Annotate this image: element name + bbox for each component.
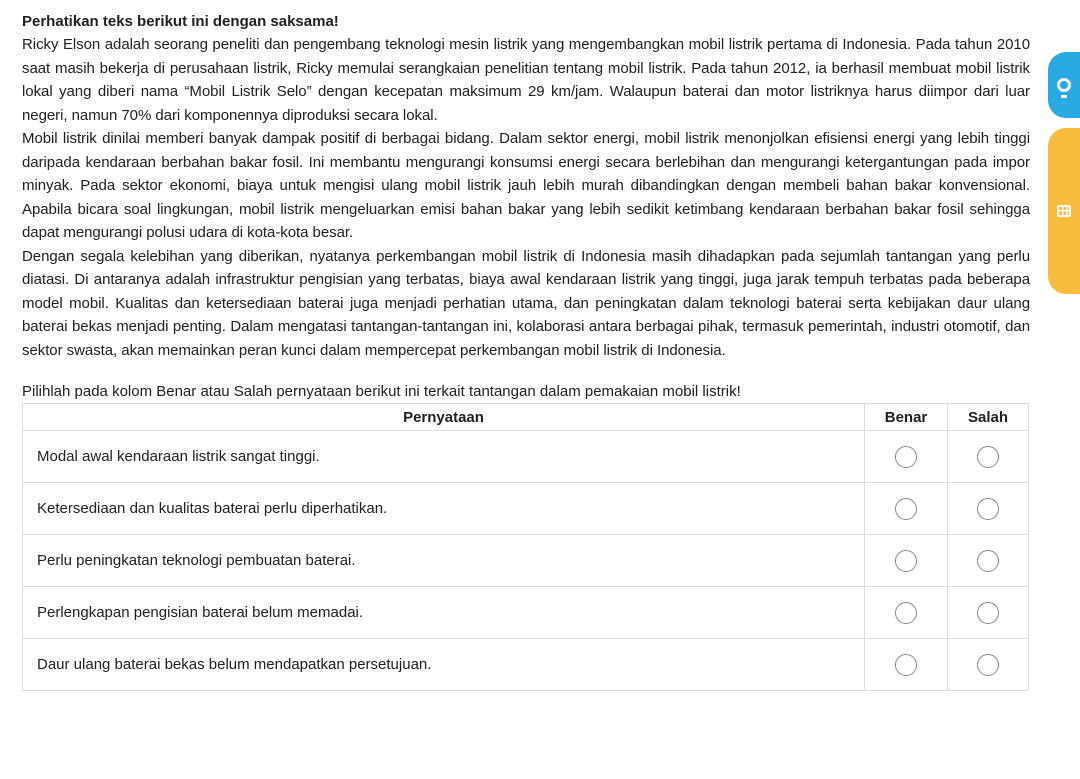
paragraph-1: Ricky Elson adalah seorang peneliti dan pengembang teknologi mesin listrik yang mengembangkan mobil listrik pertama di Indonesia. Pada tahun 2010 saat masih bekerja di perusahaan listrik, Ricky memulai serangkaian penelitian tentang mobil listrik. Pada tahun 2012, ia berhasil membuat mobil listrik lokal yang diberi nama “Mobil Listrik Selo” dengan kecepatan maksimum 29 km/jam. Walaupun baterai dan motor listriknya harus diimpor dari luar negeri, namun 70% dari komponennya diproduksi secara lokal.: [22, 36, 1030, 124]
false-cell: [948, 587, 1029, 639]
table-row: [23, 431, 1029, 483]
webcam-side-tab[interactable]: [1048, 52, 1080, 118]
false-cell: [948, 431, 1029, 483]
grid-icon: [1057, 205, 1071, 217]
radio-false-3[interactable]: [977, 550, 999, 572]
radio-true-2[interactable]: [895, 498, 917, 520]
true-false-table: [22, 403, 1029, 691]
true-cell: [865, 535, 948, 587]
table-row: [23, 639, 1029, 691]
question-heading: Perhatikan teks berikut ini dengan saksama!: [22, 13, 339, 30]
question-content: [22, 10, 1030, 691]
radio-true-5[interactable]: [895, 654, 917, 676]
paragraph-2: Mobil listrik dinilai memberi banyak dampak positif di berbagai bidang. Dalam sektor energi, mobil listrik menonjolkan efisiensi energi yang lebih tinggi daripada kendaraan berbahan bakar fosil. Ini membantu mengurangi konsumsi energi secara berlebihan dan mengurangi ketergantungan pada impor minyak. Pada sektor ekonomi, biaya untuk mengisi ulang mobil listrik jauh lebih murah dibandingkan dengan membeli bahan bakar konvensional. Apabila bicara soal lingkungan, mobil listrik mengeluarkan emisi bahan bakar yang lebih sedikit ketimbang kendaraan berbahan bakar fosil sehingga dapat mengurangi polusi udara di kota-kota besar.: [22, 130, 1030, 241]
webcam-icon: [1057, 78, 1071, 92]
statement-4: Perlengkapan pengisian baterai belum memadai.: [23, 587, 865, 639]
false-cell: [948, 483, 1029, 535]
paragraph-3: Dengan segala kelebihan yang diberikan, nyatanya perkembangan mobil listrik di Indonesia masih dihadapkan pada sejumlah tantangan yang perlu diatasi. Di antaranya adalah infrastruktur pengisian yang terbatas, biaya awal kendaraan listrik yang tinggi, juga jarak tempuh terbatas pada beberapa model mobil. Kualitas dan ketersediaan baterai juga menjadi perhatian utama, dan peningkatan dalam teknologi baterai serta kebijakan daur ulang baterai bekas menjadi penting. Dalam mengatasi tantangan-tantangan ini, kolaborasi antara berbagai pihak, termasuk pemerintah, industri otomotif, dan sektor swasta, akan memainkan peran kunci dalam mempercepat perkembangan mobil listrik di Indonesia.: [22, 247, 1030, 359]
grid-side-tab[interactable]: [1048, 128, 1080, 294]
true-cell: [865, 587, 948, 639]
header-statement: Pernyataan: [23, 404, 865, 431]
table-row: [23, 483, 1029, 535]
header-false: Salah: [948, 404, 1029, 431]
table-row: [23, 535, 1029, 587]
header-true: Benar: [865, 404, 948, 431]
statement-1: Modal awal kendaraan listrik sangat tinggi.: [23, 431, 865, 483]
radio-true-3[interactable]: [895, 550, 917, 572]
radio-false-2[interactable]: [977, 498, 999, 520]
table-row: [23, 587, 1029, 639]
true-cell: [865, 483, 948, 535]
radio-false-5[interactable]: [977, 654, 999, 676]
radio-true-4[interactable]: [895, 602, 917, 624]
true-cell: [865, 639, 948, 691]
instruction-text: Pilihlah pada kolom Benar atau Salah pernyataan berikut ini terkait tantangan dalam pemakaian mobil listrik!: [22, 383, 741, 400]
radio-false-1[interactable]: [977, 446, 999, 468]
table-header-row: [23, 404, 1029, 431]
radio-false-4[interactable]: [977, 602, 999, 624]
false-cell: [948, 535, 1029, 587]
statement-2: Ketersediaan dan kualitas baterai perlu diperhatikan.: [23, 483, 865, 535]
radio-true-1[interactable]: [895, 446, 917, 468]
true-cell: [865, 431, 948, 483]
statement-3: Perlu peningkatan teknologi pembuatan baterai.: [23, 535, 865, 587]
statement-5: Daur ulang baterai bekas belum mendapatkan persetujuan.: [23, 639, 865, 691]
false-cell: [948, 639, 1029, 691]
